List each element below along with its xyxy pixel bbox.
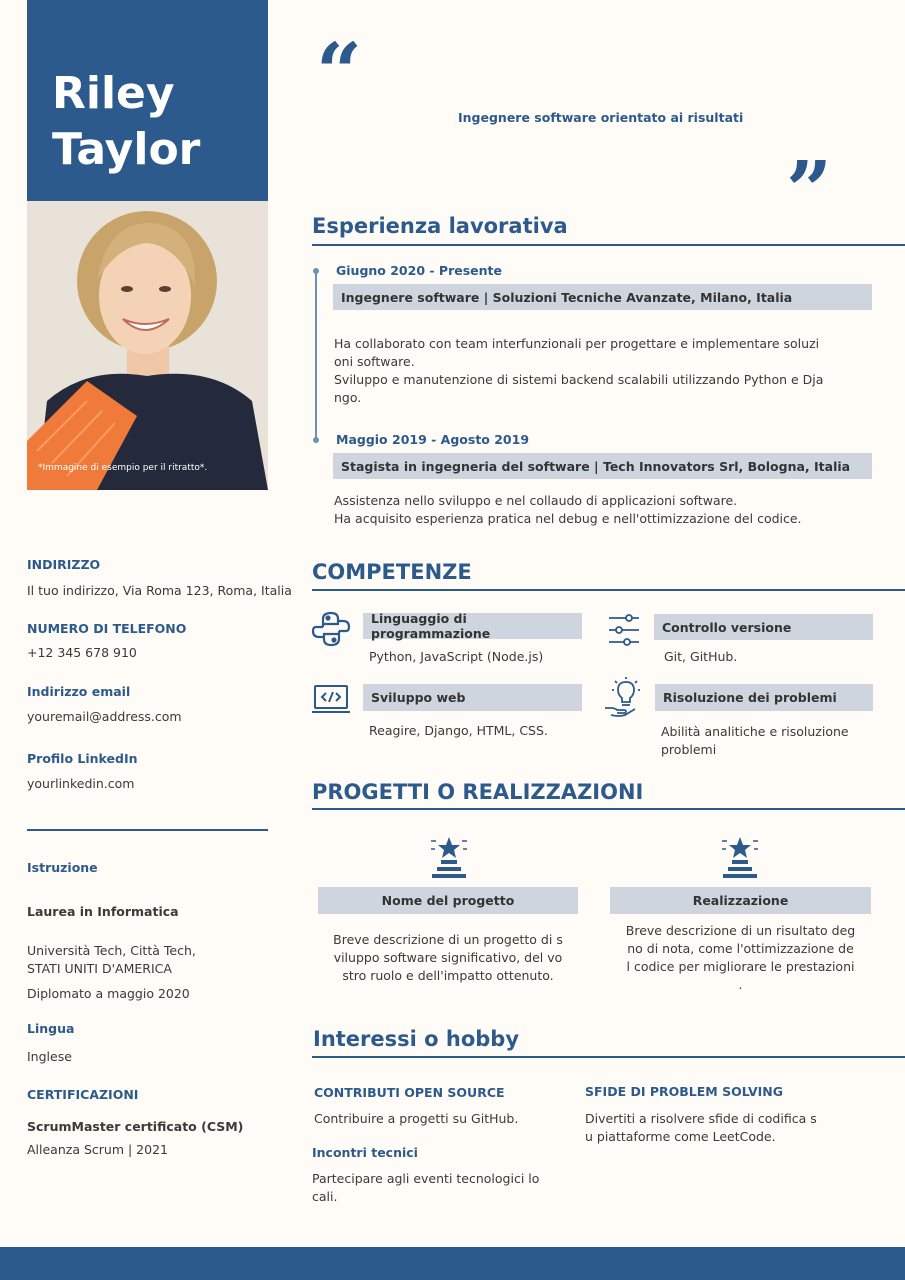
skill-value: Python, JavaScript (Node.js) bbox=[369, 649, 544, 664]
phone: +12 345 678 910 bbox=[27, 645, 137, 660]
certifications-label: CERTIFICAZIONI bbox=[27, 1087, 139, 1102]
svg-text:“: “ bbox=[316, 38, 363, 98]
cert-issuer: Alleanza Scrum | 2021 bbox=[27, 1142, 168, 1157]
job-role-bar: Ingegnere software | Soluzioni Tecniche Avanzate, Milano, Italia bbox=[333, 284, 872, 310]
experience-title: Esperienza lavorativa bbox=[312, 214, 568, 238]
language-label: Lingua bbox=[27, 1021, 75, 1036]
full-name: Riley Taylor bbox=[52, 68, 201, 175]
project-description: Breve descrizione di un risultato deg no di nota, come l'ottimizzazione de l codice per migliorare le prestazioni . bbox=[625, 923, 856, 992]
hobby-label: CONTRIBUTI OPEN SOURCE bbox=[314, 1085, 505, 1100]
tagline: Ingegnere software orientato ai risultati bbox=[458, 110, 744, 125]
address: Il tuo indirizzo, Via Roma 123, Roma, Italia bbox=[27, 583, 292, 598]
education-label: Istruzione bbox=[27, 860, 98, 875]
code-laptop-icon bbox=[311, 684, 351, 720]
sidebar-divider bbox=[27, 829, 268, 831]
photo-caption: *Immagine di esempio per il ritratto*. bbox=[38, 463, 208, 473]
hobbies-title: Interessi o hobby bbox=[313, 1027, 520, 1051]
cert-name: ScrumMaster certificato (CSM) bbox=[27, 1119, 244, 1134]
skills-rule bbox=[312, 589, 905, 591]
skill-label-bar: Linguaggio di programmazione bbox=[363, 613, 582, 639]
hobby-label: SFIDE DI PROBLEM SOLVING bbox=[585, 1084, 783, 1099]
skill-value: Git, GitHub. bbox=[664, 649, 738, 664]
project-description: Breve descrizione di un progetto di s viluppo software significativo, del vo stro ruolo e dell'impatto ottenuto. bbox=[333, 932, 563, 983]
language: Inglese bbox=[27, 1049, 72, 1064]
degree: Laurea in Informatica bbox=[27, 904, 179, 919]
job-date: Giugno 2020 - Presente bbox=[336, 263, 502, 278]
graduation: Diplomato a maggio 2020 bbox=[27, 986, 190, 1001]
project-label-bar: Nome del progetto bbox=[318, 887, 578, 914]
sliders-icon bbox=[607, 613, 641, 651]
timeline-line bbox=[315, 270, 317, 440]
timeline-dot bbox=[313, 268, 319, 274]
skill-label-bar: Risoluzione dei problemi bbox=[655, 684, 873, 711]
open-quote-icon bbox=[316, 38, 366, 102]
lightbulb-hand-icon bbox=[603, 676, 643, 722]
hobby-description: Partecipare agli eventi tecnologici lo cali. bbox=[312, 1171, 540, 1204]
hobbies-rule bbox=[312, 1056, 905, 1058]
skills-title: COMPETENZE bbox=[312, 560, 472, 584]
skill-label-bar: Controllo versione bbox=[654, 614, 873, 640]
project-label-bar: Realizzazione bbox=[610, 887, 871, 914]
university: Università Tech, Città Tech, STATI UNITI D'AMERICA bbox=[27, 943, 196, 976]
skill-label-bar: Sviluppo web bbox=[363, 684, 582, 711]
hobby-description: Divertiti a risolvere sfide di codifica s u piattaforme come LeetCode. bbox=[585, 1111, 817, 1144]
address-label: INDIRIZZO bbox=[27, 557, 101, 572]
email[interactable]: youremail@address.com bbox=[27, 709, 182, 724]
job-description: Ha collaborato con team interfunzionali per progettare e implementare soluzi oni software. Sviluppo e manutenzione di sistemi backend scalabili utilizzando Python e Dja ngo. bbox=[334, 336, 824, 405]
podium-star-icon bbox=[429, 835, 469, 883]
python-icon bbox=[311, 609, 351, 653]
job-description: Assistenza nello sviluppo e nel collaudo di applicazioni software. Ha acquisito esperienza pratica nel debug e nell'ottimizzazione del codice. bbox=[334, 493, 802, 526]
skill-value: Abilità analitiche e risoluzione problemi bbox=[661, 724, 849, 757]
job-date: Maggio 2019 - Agosto 2019 bbox=[336, 432, 530, 447]
linkedin-label: Profilo LinkedIn bbox=[27, 751, 138, 766]
experience-rule bbox=[312, 244, 905, 246]
skill-value: Reagire, Django, HTML, CSS. bbox=[369, 723, 548, 738]
hobby-label: Incontri tecnici bbox=[312, 1145, 418, 1160]
linkedin[interactable]: yourlinkedin.com bbox=[27, 776, 135, 791]
timeline-dot bbox=[313, 437, 319, 443]
portrait-photo bbox=[27, 201, 268, 490]
projects-rule bbox=[312, 808, 905, 810]
job-role-bar: Stagista in ingegneria del software | Tech Innovators Srl, Bologna, Italia bbox=[333, 453, 872, 479]
footer-band bbox=[0, 1247, 905, 1280]
close-quote-icon bbox=[786, 150, 836, 214]
phone-label: NUMERO DI TELEFONO bbox=[27, 621, 187, 636]
hobby-description: Contribuire a progetti su GitHub. bbox=[314, 1111, 519, 1126]
email-label: Indirizzo email bbox=[27, 684, 131, 699]
podium-star-icon bbox=[720, 835, 760, 883]
svg-text:”: ” bbox=[786, 150, 833, 210]
projects-title: PROGETTI O REALIZZAZIONI bbox=[312, 780, 644, 804]
